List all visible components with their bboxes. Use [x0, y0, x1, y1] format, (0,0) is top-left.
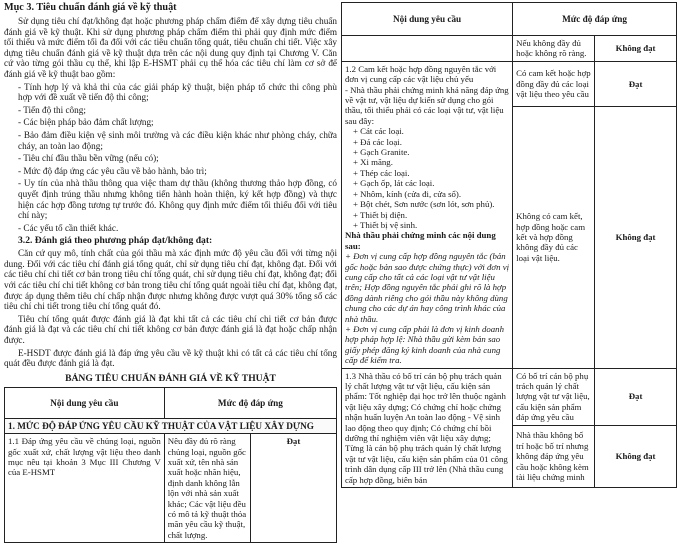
material-item: + Đá các loại.	[353, 136, 402, 147]
column-header: Mức độ đáp ứng	[513, 3, 677, 36]
proof-item: + Đơn vị cung cấp phải là đơn vị kinh doanh hợp pháp hợp lệ: Nhà thầu gửi kèm bản sao giấy phép đăng ký kinh doanh của nhà cung cấp để kiểm tra.	[345, 323, 504, 366]
material-item: + Thiết bị vệ sinh.	[353, 219, 418, 230]
right-column	[341, 2, 677, 520]
result-cell: Không đạt	[595, 106, 677, 368]
result-cell: Không đạt	[595, 425, 677, 487]
criteria-item: - Các yếu tố cần thiết khác.	[18, 222, 119, 233]
table-row	[342, 36, 677, 62]
material-item: + Thiết bị điện.	[353, 209, 408, 220]
column-header: Mức độ đáp ứng	[164, 387, 336, 418]
left-column	[4, 2, 337, 540]
requirement-cell: 1.1 Đáp ứng yêu cầu về chủng loại, nguồn gốc xuất xứ, chất lượng vật liệu theo danh mục nêu tại khoản 3 Mục III Chương V của E-HSMT	[5, 434, 165, 543]
response-cell: Có cam kết hoặc hợp đồng đầy đủ các loại vật liệu theo yêu cầu	[513, 61, 595, 106]
table-section-row: 1. MỨC ĐỘ ĐÁP ỨNG YÊU CẦU KỸ THUẬT CỦA VẬT LIỆU XÂY DỰNG	[5, 418, 337, 433]
response-cell: Có bố trí cán bộ phụ trách quản lý chất lượng vật tư vật liệu, cấu kiện sản phẩm đáp ứng yêu cầu	[513, 368, 595, 425]
method-paragraph: Căn cứ quy mô, tính chất của gói thầu mà xác định mức độ yêu cầu đối với từng nội dung. Đối với các tiêu chí đánh giá tổng quát, chỉ sử dụng tiêu chí đạt, không đạt. Đối với các tiêu chí chi tiết cơ bản trong tiêu chí tổng quát, chỉ sử dụng tiêu chí đạt, không đạt; đối với các tiêu chí chi tiết không cơ bản trong tiêu chí tổng quát ngoài tiêu chí đạt, không đạt, được áp dụng thêm tiêu chí chấp nhận được nhưng không được vượt quá 30% tổng số các tiêu chí chi tiết trong tiêu chí tổng quát đó.	[4, 248, 337, 312]
criteria-item: - Tiêu chí đầu thầu bền vững (nếu có);	[18, 153, 159, 164]
column-header: Nội dung yêu cầu	[342, 3, 513, 36]
criteria-item: - Bảo đảm điều kiện vệ sinh môi trường và các điều kiện khác như phòng cháy, chữa cháy, an toàn lao động;	[18, 129, 337, 151]
result-cell: Đạt	[250, 434, 336, 543]
material-item: + Xi măng.	[353, 157, 393, 168]
requirement-cell: 1.3 Nhà thầu có bố trí cán bộ phụ trách quản lý chất lượng vật tư vật liệu, cấu kiện sản phẩm: Tốt nghiệp đại học trở lên thuộc ngành vật liệu xây dựng; Có chứng chỉ hoặc chứng nhận huấn luyện An toàn lao động - Vệ sinh lao động theo quy định; Có chứng chỉ bồi dưỡng thí nghiệm viên vật liệu xây dựng; Từng là cán bộ phụ trách quản lý chất lượng vật tư vật liệu, cấu kiện sản phẩm của 01 công trình dân dụng cấp III trở lên (Nhà thầu cung cấp hợp đồng, biên bản	[342, 368, 513, 487]
criteria-item: - Tính hợp lý và khả thi của các giải pháp kỹ thuật, biện pháp tổ chức thi công phù hợp với đề xuất về tiến độ thi công;	[18, 81, 337, 103]
evaluation-table-left	[4, 387, 337, 543]
column-header: Nội dung yêu cầu	[5, 387, 165, 418]
proof-title: Nhà thầu phải chứng minh các nội dung sau:	[345, 230, 496, 251]
table-row	[5, 434, 337, 543]
requirement-cell	[342, 36, 513, 62]
general-criteria-paragraph: Tiêu chí tổng quát được đánh giá là đạt khi tất cả các tiêu chí chi tiết cơ bản được đánh giá là đạt và các tiêu chí chi tiết không cơ bản được đánh giá là đạt hoặc chấp nhận được.	[4, 313, 337, 346]
response-cell: Nhà thầu không bố trí hoặc bố trí nhưng không đáp ứng yêu cầu hoặc không kèm tài liệu chứng minh	[513, 425, 595, 487]
subsection-title: 3.2. Đánh giá theo phương pháp đạt/không đạt:	[18, 235, 213, 247]
table-title: BẢNG TIÊU CHUẨN ĐÁNH GIÁ VỀ KỸ THUẬT	[65, 372, 276, 384]
table-row	[342, 61, 677, 106]
result-cell: Không đạt	[595, 36, 677, 62]
result-cell: Đạt	[595, 368, 677, 425]
evaluation-table-right	[341, 2, 677, 488]
response-cell: Nêu đầy đủ rõ ràng chủng loại, nguồn gốc xuất xứ, tên nhà sản xuất hoặc nhãn hiệu, định danh không lẫn lộn với nhà sản xuất khác; Các vật liệu đều có mô tả kỹ thuật thỏa mãn yêu cầu kỹ thuật, chất lượng.	[164, 434, 250, 543]
response-cell: Không có cam kết, hợp đồng hoặc cam kết và hợp đồng không đầy đủ các loại vật liệu.	[513, 106, 595, 368]
criteria-item: - Tiến độ thi công;	[18, 104, 86, 115]
material-item: + Thép các loại.	[353, 167, 410, 178]
criteria-item: - Các biện pháp bảo đảm chất lượng;	[18, 117, 154, 128]
table-row	[342, 368, 677, 425]
material-item: + Nhôm, kính (cửa đi, cửa sổ).	[353, 188, 462, 199]
intro-paragraph: Sử dụng tiêu chí đạt/không đạt hoặc phương pháp chấm điểm để xây dựng tiêu chuẩn đánh giá về kỹ thuật. Khi sử dụng phương pháp chấm điểm thì phải quy định mức điểm tối thiểu và mức điểm tối đa đối với các tiêu chuẩn tổng quát, tiêu chuẩn chi tiết. Việc xây dựng tiêu chuẩn đánh giá về kỹ thuật dựa trên các nội dung quy định tại Chương V. Căn cứ vào từng gói thầu cụ thể, khi lập E-HSMT phải cụ thể hóa các tiêu chí làm cơ sở để đánh giá về kỹ thuật bao gồm:	[4, 16, 337, 79]
requirement-cell	[342, 61, 513, 368]
response-cell: Nếu không đầy đủ hoặc không rõ ràng.	[513, 36, 595, 62]
material-item: + Gạch ốp, lát các loại.	[353, 178, 435, 189]
material-item: + Gạch Granite.	[353, 147, 410, 158]
requirement-title: 1.2 Cam kết hoặc hợp đồng nguyên tắc với đơn vị cung cấp các vật liệu chủ yếu	[345, 63, 497, 85]
conclusion-paragraph: E-HSDT được đánh giá là đáp ứng yêu cầu về kỹ thuật khi có tất cả các tiêu chí tổng quát đều được đánh giá là đạt.	[4, 347, 337, 369]
criteria-item: - Uy tín của nhà thầu thông qua việc tham dự thầu (không thương thảo hợp đồng, có quyết định trúng thầu nhưng không tiến hành hoàn thiện, ký kết hợp đồng) và thực hiện các hợp đồng tương tự trước đó. Không quy định mức điểm tối thiểu đối với tiêu chí này;	[18, 178, 337, 221]
result-cell: Đạt	[595, 61, 677, 106]
criteria-item: - Mức độ đáp ứng các yêu cầu về bảo hành, bảo trì;	[18, 165, 207, 176]
proof-item: + Đơn vị cung cấp hợp đồng nguyên tắc (bản gốc hoặc bản sao được chứng thực) với đơn vị cung cấp cho tất cả các loại vật tư vật liệu trên; Hợp đồng nguyên tắc phải ghi rõ là hợp đồng dành riêng cho gói thầu này không dùng chung cho các dự án hay công trình khác của nhà thầu.	[345, 251, 510, 324]
material-item: + Cát các loại.	[353, 126, 404, 137]
material-item: + Bột chét, Sơn nước (sơn lót, sơn phủ).	[353, 199, 495, 210]
section-title: Mục 3. Tiêu chuẩn đánh giá về kỹ thuật	[4, 2, 177, 13]
requirement-intro: - Nhà thầu phải chứng minh khả năng đáp ứng về vật tư, vật liệu dự kiến sử dụng cho gói thầu, tối thiểu phải có các loại vật tư, vật liệu sau đây:	[345, 84, 509, 126]
